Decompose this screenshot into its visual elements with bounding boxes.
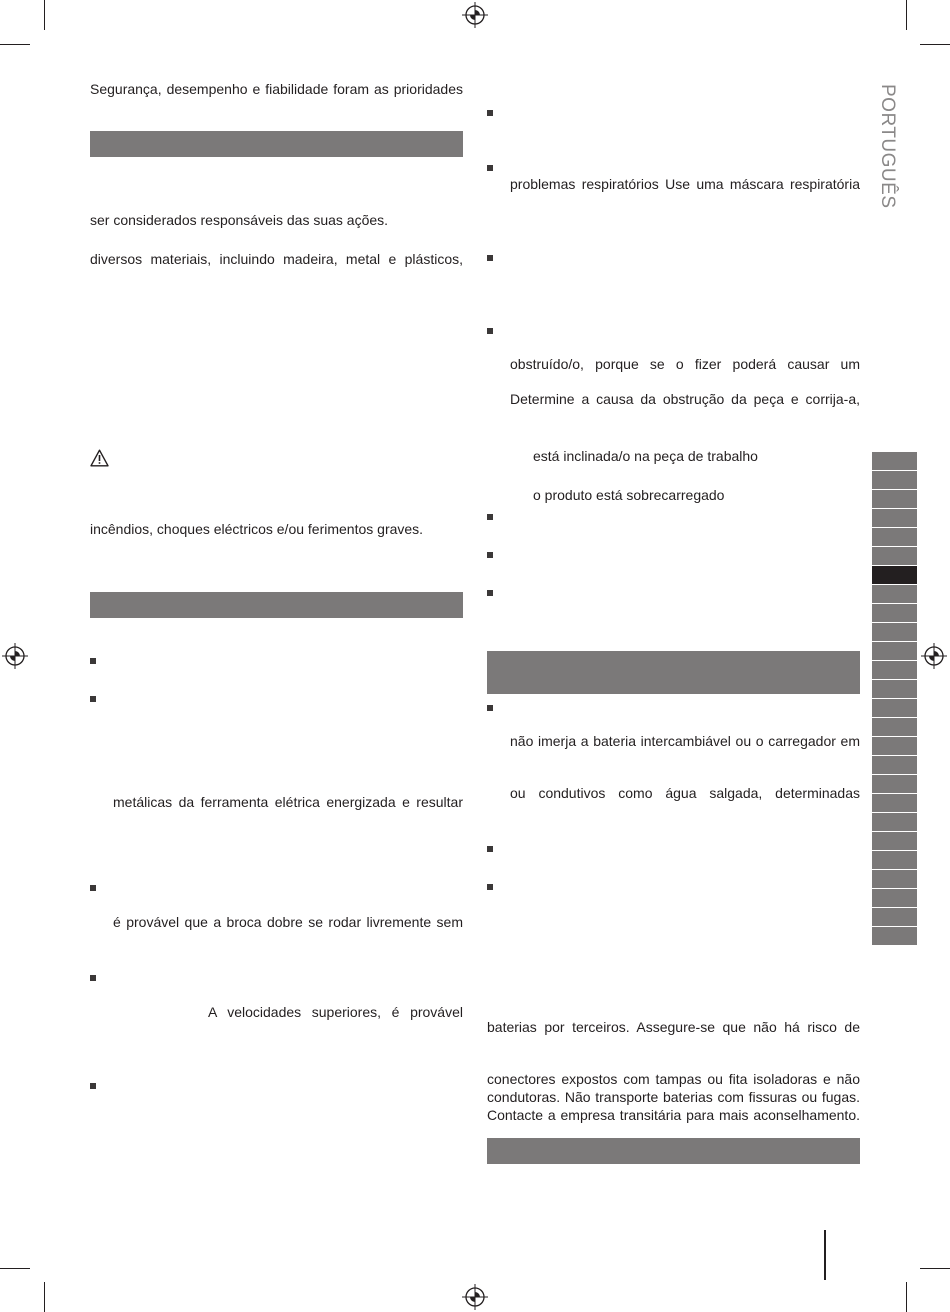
language-tab [872, 756, 917, 774]
crop-mark [906, 0, 907, 30]
language-tab [872, 490, 917, 508]
language-tab [872, 813, 917, 831]
transport-line: Contacte a empresa transitária para mais aconselhamento. [487, 1107, 860, 1123]
section-header-bar [90, 131, 463, 157]
bullet-icon [487, 328, 493, 334]
crop-mark [44, 0, 45, 30]
language-tab [872, 832, 917, 850]
section-header-bar [487, 651, 860, 694]
obstruction-line: obstruído/o, porque se o fizer poderá causar um [510, 356, 860, 372]
conductive-line: ou condutivos como água salgada, determinadas [510, 785, 860, 801]
immerse-line: não imerja a bateria intercambiável ou o carregador em [510, 733, 860, 749]
crop-mark [906, 1282, 907, 1312]
warning-triangle-icon [90, 449, 109, 467]
overload-line: o produto está sobrecarregado [533, 487, 725, 503]
bullet-icon [487, 884, 493, 890]
bullet-icon [90, 1083, 96, 1089]
tilted-line: está inclinada/o na peça de trabalho [533, 448, 758, 464]
language-tab [872, 623, 917, 641]
bullet-icon [90, 658, 96, 664]
transport-line: baterias por terceiros. Assegure-se que não há risco de [487, 1019, 860, 1035]
crop-mark [0, 1268, 30, 1269]
bullet-icon [487, 552, 493, 558]
language-tab [872, 471, 917, 489]
registration-mark-icon [462, 1284, 488, 1310]
language-tab-strip [872, 452, 917, 945]
intro-line: Segurança, desempenho e fiabilidade foram as prioridades [90, 81, 463, 97]
bullet-icon [487, 846, 493, 852]
bullet-icon [90, 885, 96, 891]
page-number-rule [824, 1230, 826, 1280]
registration-mark-icon [921, 643, 947, 669]
registration-mark-icon [462, 2, 488, 28]
language-tab [872, 452, 917, 470]
bullet-icon [487, 165, 493, 171]
section-header-bar [90, 592, 463, 618]
language-tab [872, 528, 917, 546]
language-label: PORTUGUÊS [877, 84, 898, 209]
respiratory-line: problemas respiratórios Use uma máscara respiratória [510, 176, 860, 192]
responsibility-line: ser considerados responsáveis das suas ações. [90, 212, 389, 228]
metal-parts-line: metálicas da ferramenta elétrica energizada e resultar [113, 794, 463, 810]
language-tab [872, 851, 917, 869]
bullet-icon [487, 705, 493, 711]
language-tab [872, 699, 917, 717]
language-tab [872, 680, 917, 698]
language-tab [872, 908, 917, 926]
language-tab [872, 718, 917, 736]
language-tab [872, 870, 917, 888]
bullet-icon [487, 514, 493, 520]
language-tab [872, 547, 917, 565]
language-tab [872, 509, 917, 527]
language-tab [872, 604, 917, 622]
language-tab [872, 642, 917, 660]
transport-line: condutoras. Não transporte baterias com fissuras ou fugas. [487, 1089, 860, 1105]
section-header-bar [487, 1138, 860, 1164]
crop-mark [0, 44, 30, 45]
language-tab [872, 585, 917, 603]
language-tab [872, 661, 917, 679]
language-tab [872, 737, 917, 755]
bullet-icon [90, 975, 96, 981]
crop-mark [44, 1282, 45, 1312]
language-tab [872, 794, 917, 812]
crop-mark [920, 1268, 950, 1269]
bullet-icon [90, 696, 96, 702]
language-tab [872, 775, 917, 793]
bullet-icon [487, 255, 493, 261]
bullet-icon [487, 590, 493, 596]
language-tab [872, 889, 917, 907]
transport-line: conectores expostos com tampas ou fita isoladoras e não [487, 1071, 860, 1087]
language-tab-active [872, 566, 917, 584]
warning-line: incêndios, choques eléctricos e/ou ferimentos graves. [90, 521, 424, 537]
crop-mark [920, 44, 950, 45]
language-tab [872, 927, 917, 945]
speed-line: A velocidades superiores, é provável [208, 1004, 463, 1020]
registration-mark-icon [2, 643, 28, 669]
drill-bend-line: é provável que a broca dobre se rodar livremente sem [113, 914, 463, 930]
obstruction-line: Determine a causa da obstrução da peça e corrija-a, [510, 391, 860, 407]
bullet-icon [487, 110, 493, 116]
materials-line: diversos materiais, incluindo madeira, metal e plásticos, [90, 251, 463, 267]
